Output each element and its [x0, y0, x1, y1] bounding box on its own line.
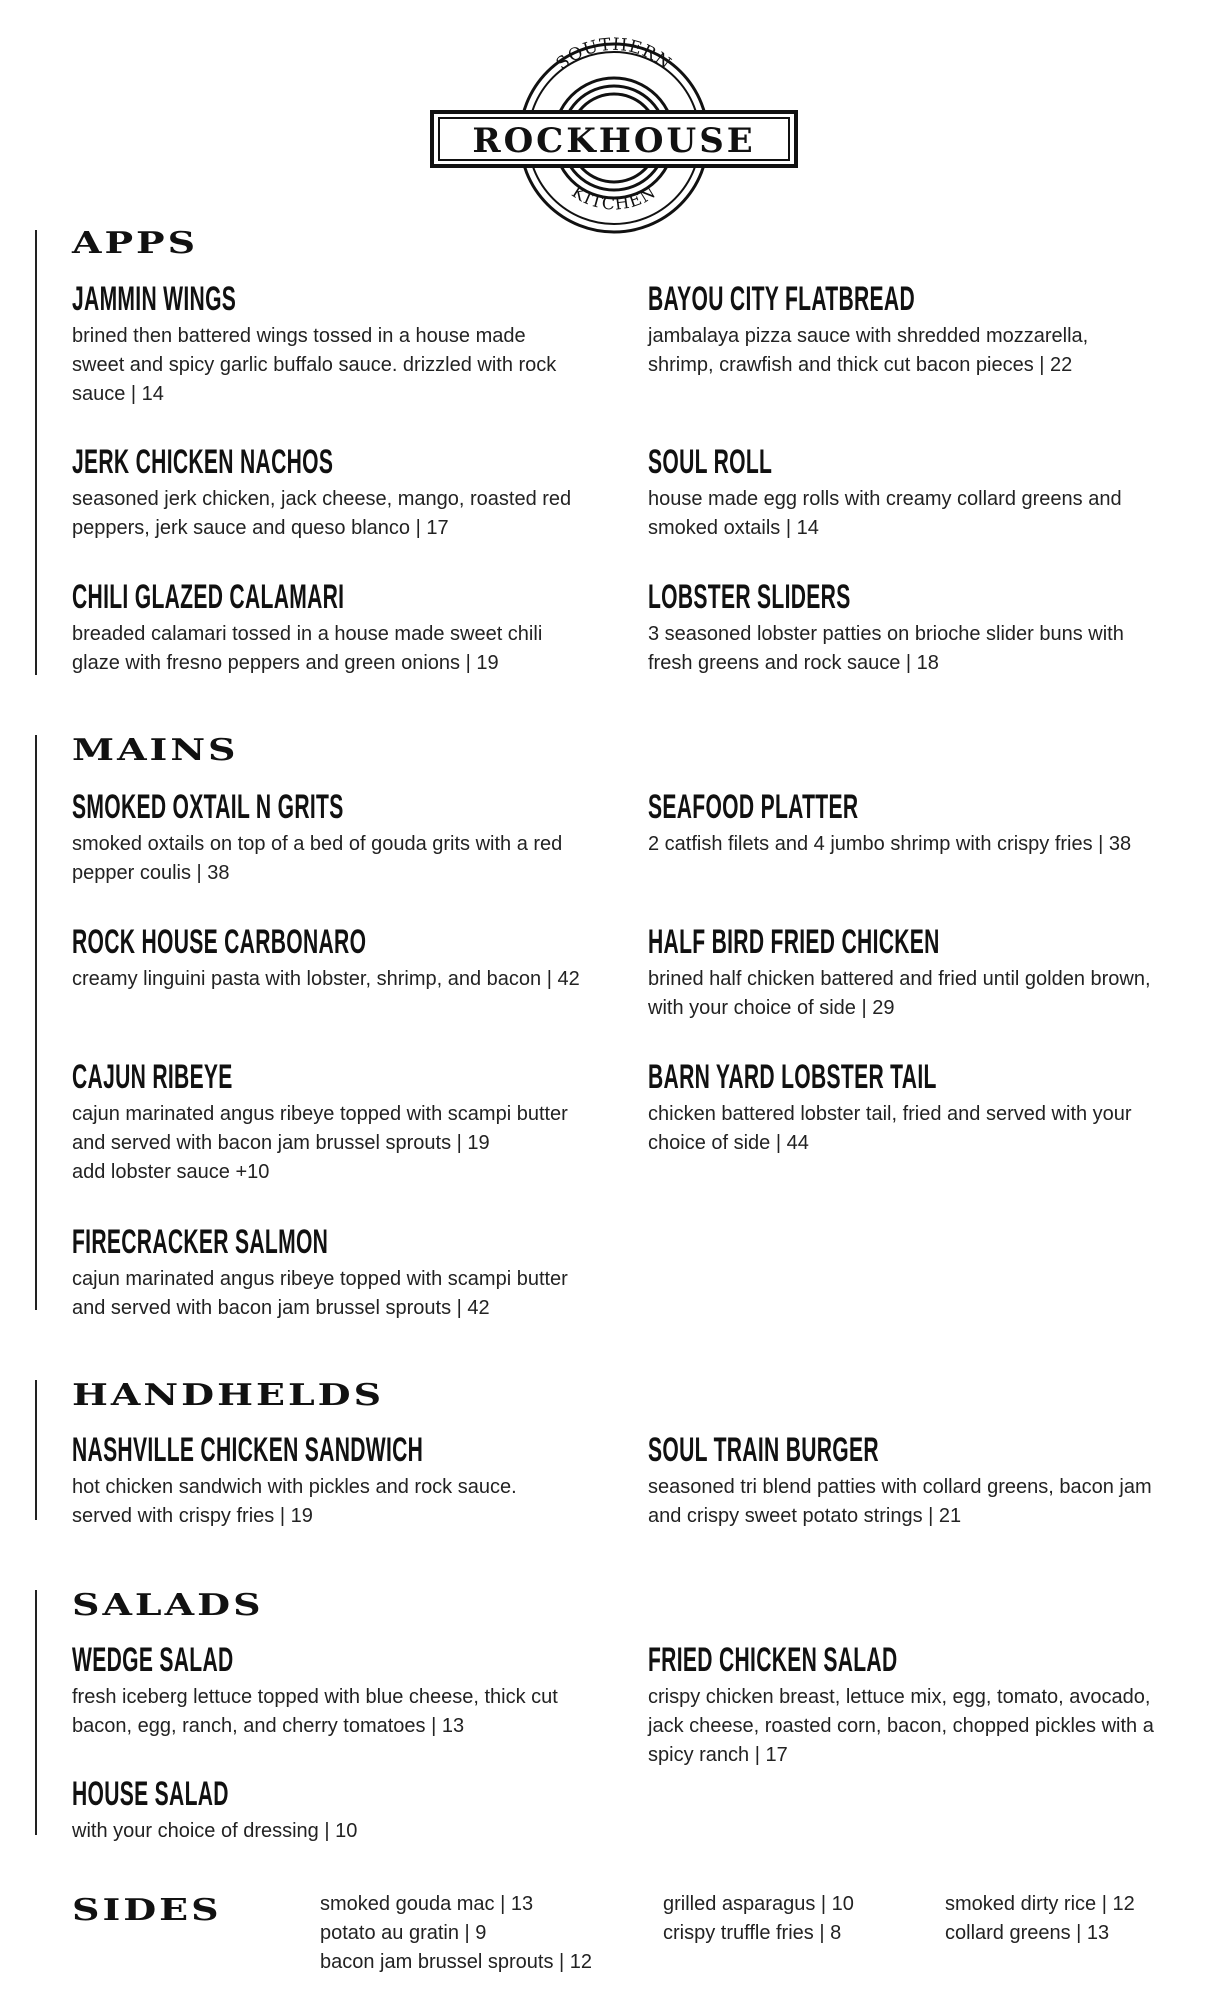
item-description: creamy linguini pasta with lobster, shrimp, and bacon | 42: [72, 968, 580, 990]
menu-item: [72, 1060, 582, 1187]
side-item: smoked dirty rice | 12: [945, 1893, 1135, 1915]
menu-item: [72, 790, 582, 888]
section-divider-bar: [35, 230, 37, 675]
section-title-apps: APPS: [72, 224, 199, 260]
item-name: BAYOU CITY FLATBREAD: [648, 280, 915, 318]
menu-item: [648, 1433, 1158, 1531]
item-name: JAMMIN WINGS: [72, 280, 237, 318]
item-name: CHILI GLAZED CALAMARI: [72, 578, 345, 616]
item-name: JERK CHICKEN NACHOS: [72, 443, 334, 481]
section-divider-bar: [35, 735, 37, 1310]
item-description: seasoned tri blend patties with collard greens, bacon jam and crispy sweet potato strings | 21: [648, 1476, 1152, 1527]
item-description: brined half chicken battered and fried until golden brown, with your choice of side | 29: [648, 968, 1151, 1019]
sides-column: [320, 1890, 592, 1977]
item-description: 2 catfish filets and 4 jumbo shrimp with crispy fries | 38: [648, 833, 1132, 855]
item-description: smoked oxtails on top of a bed of gouda grits with a red pepper coulis | 38: [72, 833, 563, 884]
item-description: hot chicken sandwich with pickles and rock sauce. served with crispy fries | 19: [72, 1476, 517, 1527]
item-description: jambalaya pizza sauce with shredded mozzarella, shrimp, crawfish and thick cut bacon pieces | 22: [648, 325, 1089, 376]
item-description: chicken battered lobster tail, fried and served with your choice of side | 44: [648, 1103, 1132, 1154]
item-description: cajun marinated angus ribeye topped with scampi butter and served with bacon jam brussel sprouts | 42: [72, 1268, 568, 1319]
item-description: 3 seasoned lobster patties on brioche slider buns with fresh greens and rock sauce | 18: [648, 623, 1124, 674]
item-name: HOUSE SALAD: [72, 1775, 229, 1813]
sides-column: [663, 1890, 854, 1948]
section-title-mains: MAINS: [72, 731, 239, 767]
menu-item: [72, 580, 582, 678]
side-item: smoked gouda mac | 13: [320, 1893, 534, 1915]
menu-item: [648, 580, 1158, 678]
item-description: brined then battered wings tossed in a house made sweet and spicy garlic buffalo sauce. drizzled with rock sauce | 14: [72, 325, 557, 405]
item-description: house made egg rolls with creamy collard greens and smoked oxtails | 14: [648, 488, 1122, 539]
item-name: ROCK HOUSE CARBONARO: [72, 923, 367, 961]
item-description: fresh iceberg lettuce topped with blue cheese, thick cut bacon, egg, ranch, and cherry tomatoes | 13: [72, 1686, 558, 1737]
section-title-handhelds: HANDHELDS: [72, 1376, 385, 1412]
item-name: FRIED CHICKEN SALAD: [648, 1641, 898, 1679]
section-title-salads: SALADS: [72, 1586, 264, 1622]
item-name: FIRECRACKER SALMON: [72, 1223, 329, 1261]
svg-text:KITCHEN: [568, 182, 660, 215]
side-item: collard greens | 13: [945, 1922, 1110, 1944]
item-name: SOUL ROLL: [648, 443, 773, 481]
menu-item: [648, 1060, 1158, 1158]
logo-top-text: SOUTHERN: [552, 34, 676, 75]
menu-item: [72, 1643, 582, 1741]
item-extra: add lobster sauce +10: [72, 1161, 270, 1183]
logo-bottom-text: KITCHEN: [567, 182, 661, 215]
menu-item: [648, 925, 1158, 1023]
side-item: grilled asparagus | 10: [663, 1893, 854, 1915]
item-description: crispy chicken breast, lettuce mix, egg, tomato, avocado, jack cheese, roasted corn, bacon, chopped pickles with a spicy ranch | 17: [648, 1686, 1154, 1766]
menu-item: [648, 1643, 1158, 1770]
section-title-sides: SIDES: [72, 1891, 222, 1927]
logo-main-text: ROCKHOUSE: [472, 121, 756, 161]
item-name: SOUL TRAIN BURGER: [648, 1431, 879, 1469]
item-name: SMOKED OXTAIL N GRITS: [72, 788, 344, 826]
menu-item: [72, 445, 582, 543]
section-divider-bar: [35, 1380, 37, 1520]
item-description: breaded calamari tossed in a house made sweet chili glaze with fresno peppers and green onions | 19: [72, 623, 543, 674]
menu-item: [72, 282, 582, 409]
side-item: potato au gratin | 9: [320, 1922, 487, 1944]
item-name: NASHVILLE CHICKEN SANDWICH: [72, 1431, 424, 1469]
side-item: crispy truffle fries | 8: [663, 1922, 842, 1944]
item-description: seasoned jerk chicken, jack cheese, mango, roasted red peppers, jerk sauce and queso blanco | 17: [72, 488, 572, 539]
menu-item: [72, 1433, 582, 1531]
menu-item: [648, 445, 1158, 543]
menu-item: [648, 790, 1158, 859]
rockhouse-logo: [428, 34, 800, 234]
menu-item: [72, 1777, 582, 1846]
item-description: with your choice of dressing | 10: [72, 1820, 358, 1842]
sides-column: [945, 1890, 1135, 1948]
section-divider-bar: [35, 1590, 37, 1835]
side-item: bacon jam brussel sprouts | 12: [320, 1951, 593, 1973]
item-name: SEAFOOD PLATTER: [648, 788, 859, 826]
item-name: CAJUN RIBEYE: [72, 1058, 233, 1096]
menu-item: [648, 282, 1158, 380]
item-description: cajun marinated angus ribeye topped with scampi butter and served with bacon jam brussel sprouts | 19: [72, 1103, 568, 1154]
menu-item: [72, 1225, 582, 1323]
item-name: BARN YARD LOBSTER TAIL: [648, 1058, 937, 1096]
item-name: WEDGE SALAD: [72, 1641, 234, 1679]
item-name: HALF BIRD FRIED CHICKEN: [648, 923, 940, 961]
item-name: LOBSTER SLIDERS: [648, 578, 851, 616]
menu-item: [72, 925, 582, 994]
